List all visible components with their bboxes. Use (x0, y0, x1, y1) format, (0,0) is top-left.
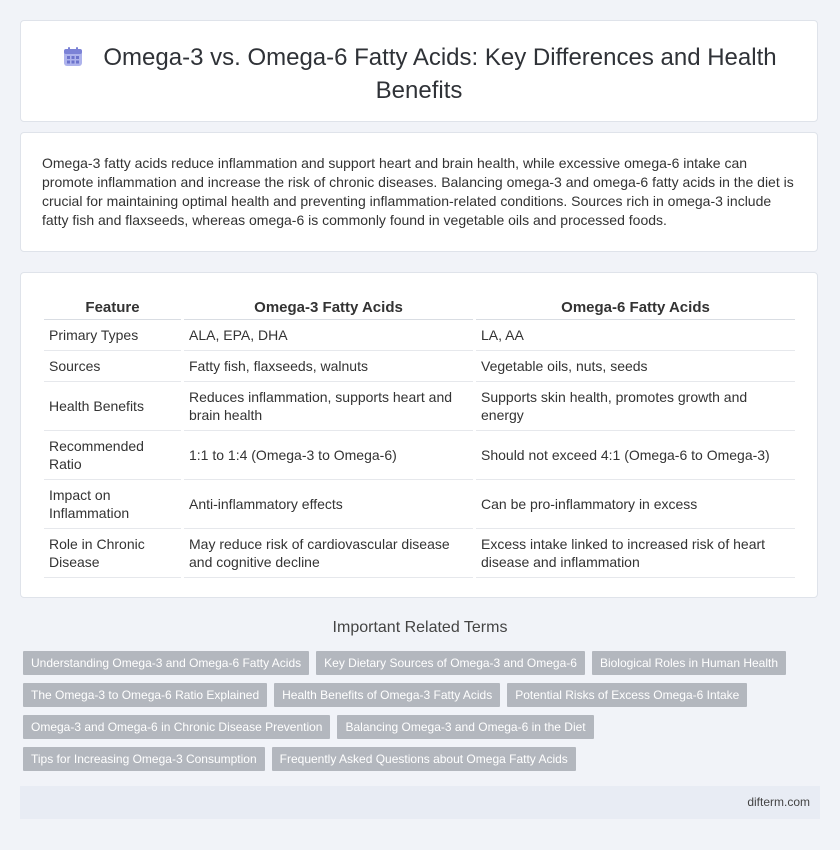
table-row (44, 382, 795, 431)
omega6-cell: Can be pro-inflammatory in excess (476, 480, 795, 529)
omega3-cell: 1:1 to 1:4 (Omega-3 to Omega-6) (184, 431, 473, 480)
table-row (44, 529, 795, 578)
feature-cell: Sources (44, 351, 181, 382)
omega6-cell: Excess intake linked to increased risk of heart disease and inflammation (476, 529, 795, 578)
header-omega6: Omega-6 Fatty Acids (476, 295, 795, 320)
related-terms-list (23, 651, 813, 779)
table-row (44, 480, 795, 529)
omega3-cell: Anti-inflammatory effects (184, 480, 473, 529)
omega3-cell: Fatty fish, flaxseeds, walnuts (184, 351, 473, 382)
omega3-cell: ALA, EPA, DHA (184, 320, 473, 351)
intro-card (20, 132, 818, 252)
feature-cell: Impact on Inflammation (44, 480, 181, 529)
related-term-link[interactable]: Omega-3 and Omega-6 in Chronic Disease Prevention (23, 715, 330, 739)
comparison-table-card (20, 272, 818, 598)
table-header-row (44, 295, 795, 320)
header-feature: Feature (44, 295, 181, 320)
footer-bar (20, 786, 820, 819)
feature-cell: Recommended Ratio (44, 431, 181, 480)
related-term-link[interactable]: Biological Roles in Human Health (592, 651, 786, 675)
related-term-link[interactable]: Understanding Omega-3 and Omega-6 Fatty Acids (23, 651, 309, 675)
table-row (44, 431, 795, 480)
related-term-link[interactable]: Tips for Increasing Omega-3 Consumption (23, 747, 265, 771)
feature-cell: Primary Types (44, 320, 181, 351)
header-omega3: Omega-3 Fatty Acids (184, 295, 473, 320)
comparison-table (41, 295, 798, 578)
related-term-link[interactable]: Potential Risks of Excess Omega-6 Intake (507, 683, 747, 707)
feature-cell: Role in Chronic Disease (44, 529, 181, 578)
page-title (21, 43, 817, 105)
omega6-cell: LA, AA (476, 320, 795, 351)
title-line-1: Omega-3 vs. Omega-6 Fatty Acids: Key Differences and Health (103, 44, 777, 71)
omega6-cell: Vegetable oils, nuts, seeds (476, 351, 795, 382)
related-term-link[interactable]: Health Benefits of Omega-3 Fatty Acids (274, 683, 500, 707)
related-term-link[interactable]: Balancing Omega-3 and Omega-6 in the Diet (337, 715, 593, 739)
feature-cell: Health Benefits (44, 382, 181, 431)
omega3-cell: May reduce risk of cardiovascular disease and cognitive decline (184, 529, 473, 578)
related-terms-title: Important Related Terms (332, 619, 508, 636)
header-card (20, 20, 818, 122)
related-term-link[interactable]: Frequently Asked Questions about Omega Fatty Acids (272, 747, 576, 771)
table-row (44, 351, 795, 382)
footer-site[interactable]: difterm.com (747, 795, 810, 809)
related-term-link[interactable]: The Omega-3 to Omega-6 Ratio Explained (23, 683, 267, 707)
omega6-cell: Supports skin health, promotes growth and energy (476, 382, 795, 431)
intro-paragraph: Omega-3 fatty acids reduce inflammation and support heart and brain health, while excessive omega-6 intake can promote inflammation and increase the risk of chronic diseases. Balancing omega-3 and omega-6 fatty acids in the diet is crucial for maintaining optimal health and preventing inflammation-related conditions. Sources rich in omega-3 include fatty fish and flaxseeds, whereas omega-6 is commonly found in vegetable oils and processed foods. (42, 155, 794, 228)
omega3-cell: Reduces inflammation, supports heart and brain health (184, 382, 473, 431)
table-row (44, 320, 795, 351)
related-term-link[interactable]: Key Dietary Sources of Omega-3 and Omega-6 (316, 651, 585, 675)
calendar-grid-icon (61, 45, 85, 76)
title-line-2: Benefits (375, 77, 463, 104)
omega6-cell: Should not exceed 4:1 (Omega-6 to Omega-3) (476, 431, 795, 480)
